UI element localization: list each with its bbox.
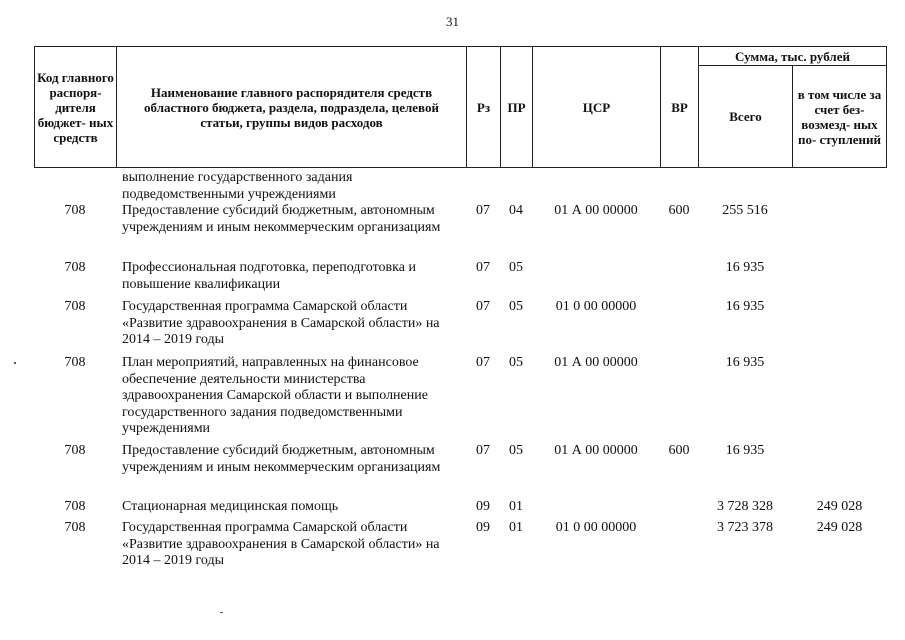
row-total: 255 516	[722, 203, 768, 218]
row-csr: 01 0 00 00000	[555, 520, 637, 535]
row-code: 708	[64, 443, 86, 458]
row-rz: 07	[476, 299, 490, 314]
row-free: 249 028	[816, 499, 863, 514]
header-name	[116, 46, 467, 168]
row-pr: 05	[509, 355, 523, 370]
table-row	[34, 203, 887, 260]
row-pr: 05	[509, 443, 523, 458]
row-code: 708	[64, 520, 86, 535]
row-free: 249 028	[816, 520, 863, 535]
header-total-text: Всего	[729, 109, 762, 124]
row-name: Предоставление субсидий бюджетным, автономным учреждениям и иным некоммерческим организациям	[122, 203, 441, 235]
row-name: выполнение государственного задания подведомственными учреждениями	[122, 170, 353, 202]
table-row	[34, 520, 887, 576]
header-sum-text: Сумма, тыс. рублей	[735, 48, 850, 64]
row-pr: 01	[509, 499, 523, 514]
row-pr: 04	[509, 203, 523, 218]
header-code-text: Код главного распоря- дителя бюджет- ных средств	[37, 69, 114, 145]
row-total: 16 935	[725, 299, 765, 314]
table-row	[34, 260, 887, 299]
table-row	[34, 299, 887, 355]
row-pr: 05	[509, 260, 523, 275]
row-rz: 07	[476, 355, 490, 370]
row-name: Государственная программа Самарской области «Развитие здравоохранения в Самарской области» на 2014 – 2019 годы	[122, 520, 440, 568]
scan-speck	[14, 362, 16, 364]
row-name: Стационарная медицинская помощь	[122, 499, 339, 514]
header-free-text: в том числе за счет без- возмезд- ных по- ступлений	[797, 86, 882, 147]
header-name-text: Наименование главного распорядителя средств областного бюджета, раздела, подраздела, целевой статьи, группы видов расходов	[144, 84, 439, 130]
header-csr-text: ЦСР	[582, 99, 611, 115]
header-rz-text: Рз	[476, 99, 491, 115]
scan-speck	[220, 612, 223, 613]
row-pr: 01	[509, 520, 523, 535]
row-code: 708	[64, 260, 86, 275]
row-name: Государственная программа Самарской области «Развитие здравоохранения в Самарской области» на 2014 – 2019 годы	[122, 299, 440, 347]
table-row	[34, 499, 887, 520]
row-csr: 01 А 00 00000	[554, 355, 638, 370]
row-total: 16 935	[725, 355, 765, 370]
table-header	[34, 46, 887, 168]
row-total: 16 935	[725, 443, 765, 458]
page-number: 31	[446, 14, 459, 29]
header-free	[792, 65, 887, 168]
row-csr: 01 А 00 00000	[554, 443, 638, 458]
row-code: 708	[64, 203, 86, 218]
row-total: 3 723 378	[717, 520, 773, 535]
header-csr	[532, 46, 661, 168]
table-row	[34, 443, 887, 499]
header-sum	[698, 46, 887, 66]
header-vr-text: ВР	[671, 99, 688, 115]
row-code: 708	[64, 499, 86, 514]
row-name: Профессиональная подготовка, переподготовка и повышение квалификации	[122, 260, 416, 292]
header-vr	[660, 46, 699, 168]
row-rz: 07	[476, 443, 490, 458]
header-pr-text: ПР	[507, 99, 526, 115]
row-rz: 09	[476, 499, 490, 514]
row-pr: 05	[509, 299, 523, 314]
row-rz: 09	[476, 520, 490, 535]
row-rz: 07	[476, 260, 490, 275]
header-pr	[500, 46, 533, 168]
table-row	[34, 170, 887, 203]
row-code: 708	[64, 299, 86, 314]
header-code	[34, 46, 117, 168]
table-body	[34, 170, 887, 576]
header-total	[698, 65, 793, 168]
row-name: План мероприятий, направленных на финансовое обеспечение деятельности министерства здравоохранения Самарской области и выполнение государственного задания подведомственными учреждениями	[122, 355, 428, 436]
row-vr: 600	[668, 203, 690, 218]
row-total: 3 728 328	[717, 499, 773, 514]
table-row	[34, 355, 887, 443]
row-total: 16 935	[725, 260, 765, 275]
row-csr: 01 А 00 00000	[554, 203, 638, 218]
row-csr: 01 0 00 00000	[555, 299, 637, 314]
row-name: Предоставление субсидий бюджетным, автономным учреждениям и иным некоммерческим организациям	[122, 443, 441, 475]
header-rz	[466, 46, 501, 168]
row-vr: 600	[668, 443, 690, 458]
row-rz: 07	[476, 203, 490, 218]
row-code: 708	[64, 355, 86, 370]
